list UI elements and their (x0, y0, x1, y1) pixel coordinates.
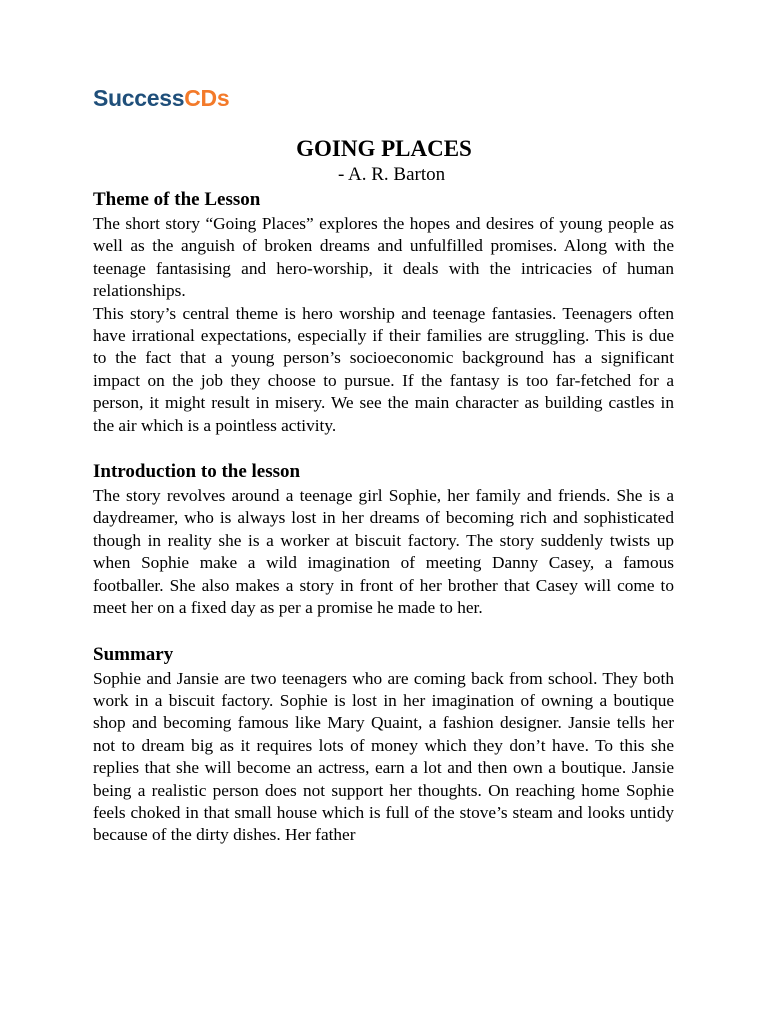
section-theme (93, 187, 674, 437)
section-introduction (93, 459, 674, 619)
document-title: GOING PLACES (296, 136, 472, 161)
section-summary (93, 642, 674, 847)
paragraph: Sophie and Jansie are two teenagers who are coming back from school. They both work in a biscuit factory. Sophie is lost in her imagination of owning a boutique shop and becoming famous like Mary Quaint, a fashion designer. Jansie tells her not to dream big as it requires lots of money which they don’t have. To this she replies that she will become an actress, earn a lot and then own a boutique. Jansie being a realistic person does not support her thoughts. On reaching home Sophie feels choked in that small house which is full of the stove’s steam and looks untidy because of the dirty dishes. Her father (93, 668, 674, 845)
paragraph: The story revolves around a teenage girl Sophie, her family and friends. She is a daydreamer, who is always lost in her dreams of becoming rich and sophisticated though in reality she is a worker at biscuit factory. The story suddenly twists up when Sophie make a wild imagination of meeting Danny Casey, a famous footballer. She also makes a story in front of her brother that Casey will come to meet her on a fixed day as per a promise he made to her. (93, 486, 674, 618)
paragraph: This story’s central theme is hero worship and teenage fantasies. Teenagers often have irrational expectations, especially if their families are struggling. This is due to the fact that a young person’s socioeconomic background has a significant impact on the job they choose to pursue. If the fantasy is too far-fetched for a person, it might result in misery. We see the main character as building castles in the air which is a pointless activity. (93, 303, 674, 435)
brand-logo (93, 84, 229, 112)
section-spacer (93, 620, 674, 642)
section-heading: Introduction to the lesson (93, 461, 301, 483)
document-body (93, 187, 674, 847)
section-spacer (93, 437, 674, 459)
section-heading: Summary (93, 643, 174, 665)
document-author: - A. R. Barton (338, 164, 446, 185)
paragraph: The short story “Going Places” explores the hopes and desires of young people as well as the anguish of broken dreams and unfulfilled promises. Along with the teenage fantasising and hero-worship, it deals with the intricacies of human relationships. (93, 214, 674, 301)
brand-logo-part-cds: CDs (184, 85, 230, 111)
section-heading: Theme of the Lesson (93, 189, 261, 210)
brand-logo-part-success: Success (93, 85, 185, 111)
